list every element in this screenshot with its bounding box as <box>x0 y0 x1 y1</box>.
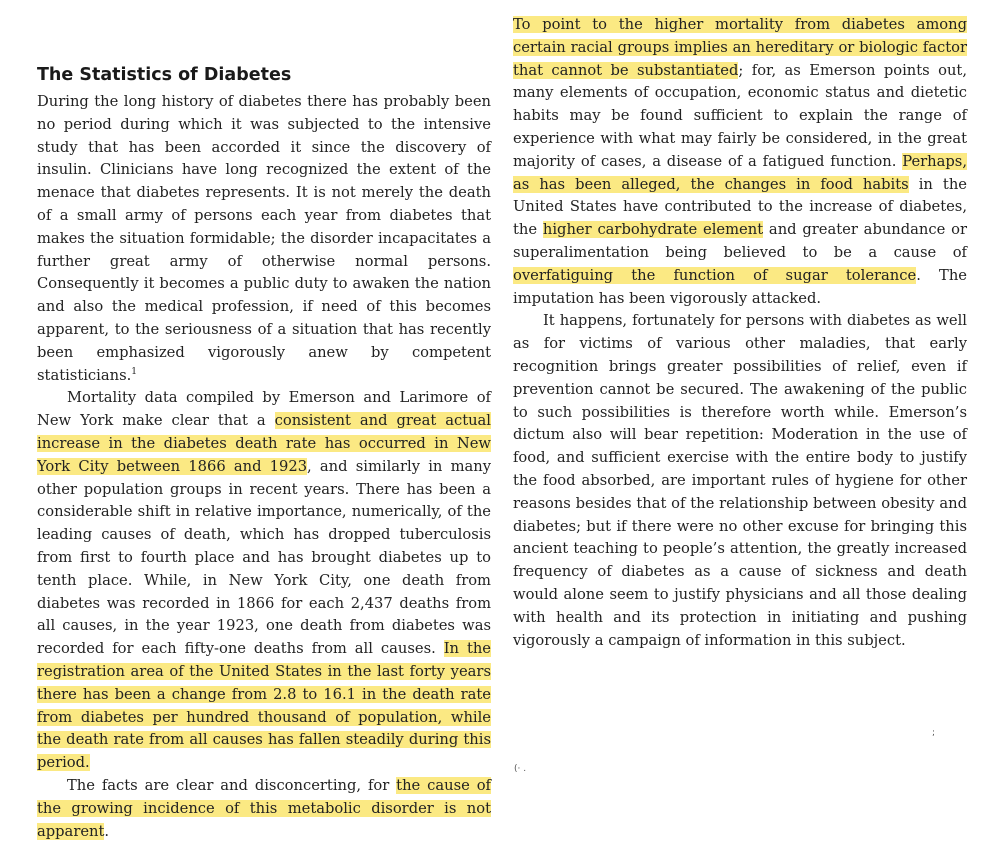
scan-artifact-mark: (· . <box>514 764 527 774</box>
text-run: and greater abundance or superalimentation being believed to be a cause of <box>513 221 967 261</box>
paragraph-intro <box>37 91 491 387</box>
highlight-death-rate-increase: consistent and great actual increase in the diabetes death rate has occurred in New York City between 1866 and 1923 <box>37 412 492 475</box>
paragraph-facts <box>37 775 491 843</box>
text-run: . The imputation has been vigorously attacked. <box>513 266 967 307</box>
paragraph-early-recognition: It happens, fortunately for persons with diabetes as well as for victims of various other maladies, that early recognition brings greater possibilities of relief, even if prevention cannot be secured. The awakening of the public to such possibilities is therefore worth while. Emerson’s dictum also will bear repetition: Moderation in the use of food, and sufficient exercise with the entire body to justify the food absorbed, are important rules of hygiene for other reasons besides that of the relationship between obesity and diabetes; but if there were no other excuse for bringing this ancient teaching to people’s attention, the greatly increased frequency of diabetes as a cause of sickness and death would alone seem to justify physicians and all those dealing with health and its protection in initiating and pushing vigorously a campaign of information in this subject. <box>513 312 967 649</box>
text-run: in the United States have contributed to the increase of diabetes, the <box>513 175 967 239</box>
paragraph-racial-groups <box>513 14 967 310</box>
highlight-racial-groups: To point to the higher mortality from diabetes among certain racial groups implies an hereditary or biologic factor that cannot be substantiated <box>513 16 967 79</box>
text-run: ; for, as Emerson points out, many elements of occupation, economic status and dietetic habits may be found sufficient to explain the range of experience with what may fairly be considered, in the great majority of cases, a disease of a fatigued function. <box>513 61 967 170</box>
paragraph-mortality <box>37 387 491 775</box>
paragraph-intro-text: During the long history of diabetes there has probably been no period during which it was subjected to the intensive study that has been accorded it since the discovery of insulin. Clinicians have long recognized the extent of the menace that diabetes represents. It is not merely the death of a small army of persons each year from diabetes that makes the situation formidable; the disorder incapacitates a further great army of otherwise normal persons. Consequently it becomes a public duty to awaken the nation and also the medical profession, if need of this becomes apparent, to the seriousness of a situation that has recently been emphasized vigorously anew by competent statisticians. <box>37 93 491 384</box>
left-column <box>37 62 491 843</box>
article-title: The Statistics of Diabetes <box>37 65 292 85</box>
right-column <box>513 14 967 652</box>
scan-artifact-mark-right: ; <box>932 728 936 738</box>
text-run: The facts are clear and disconcerting, for <box>67 776 397 794</box>
highlight-cause-not-apparent: the cause of the growing incidence of this metabolic disorder is not apparent <box>37 776 491 840</box>
footnote-marker: 1 <box>131 366 138 377</box>
text-run: , and similarly in many other population groups in recent years. There has been a considerable shift in relative importance, numerically, of the leading causes of death, which has dropped tuberculosis from first to fourth place and has brought diabetes up to tenth place. While, in New York City, one death from diabetes was recorded in 1866 for each 2,437 deaths from all causes, in the year 1923, one death from diabetes was recorded for each fifty-one deaths from all causes. <box>37 457 492 658</box>
highlight-food-habits: Perhaps, as has been alleged, the changes in food habits <box>513 152 967 193</box>
text-run: . <box>104 822 110 840</box>
text-run: Mortality data compiled by Emerson and Larimore of New York make clear that a <box>37 389 491 430</box>
highlight-sugar-tolerance: overfatiguing the function of sugar tolerance <box>513 266 917 284</box>
highlight-carbohydrate: higher carbohydrate element <box>542 221 764 239</box>
highlight-registration-area: In the registration area of the United States in the last forty years there has been a change from 2.8 to 16.1 in the death rate from diabetes per hundred thousand of population, while the death rate from all causes has fallen steadily during this period. <box>37 640 491 772</box>
